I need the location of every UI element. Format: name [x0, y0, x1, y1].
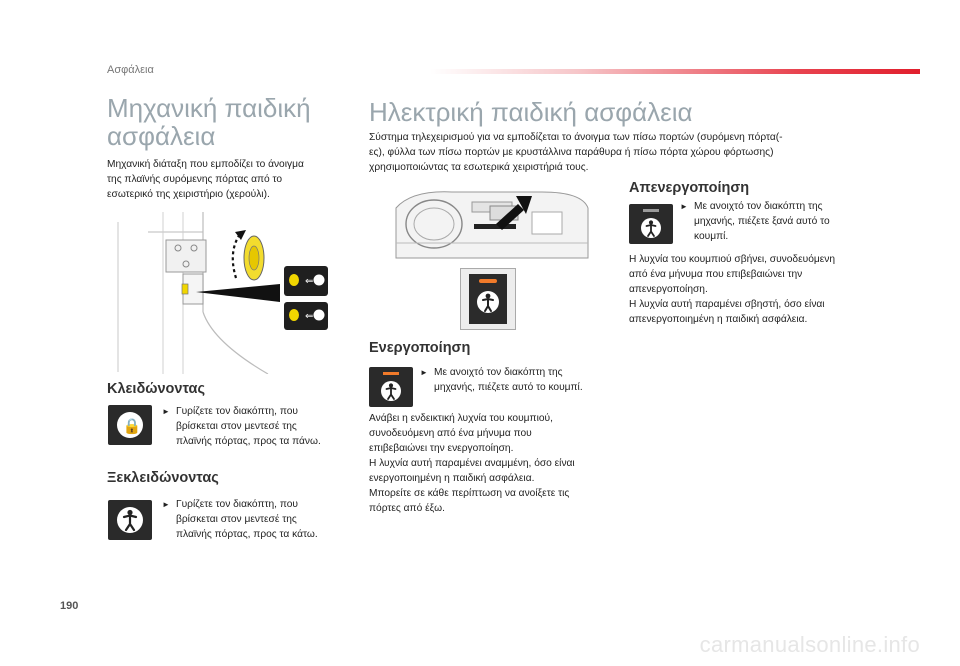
bullet-arrow-icon: ► [162, 500, 170, 509]
deactivate-instruction: ► Με ανοιχτό τον διακόπτη της μηχανής, πιέζετε ξανά αυτό το κουμπί. [680, 201, 830, 242]
led-on-icon [383, 372, 399, 375]
lock-heading: Κλειδώνοντας [107, 381, 205, 397]
mechanical-lock-intro: Μηχανική διάταξη που εμποδίζει το άνοιγμα της πλαϊνής συρόμενης πόρτας από το εσωτερικό της χειριστήριο (χερούλι). [107, 159, 304, 200]
electric-lock-title: Ηλεκτρική παιδική ασφάλεια [369, 97, 693, 127]
electric-lock-intro: Σύστημα τηλεχειρισμού για να εμποδίζεται το άνοιγμα των πίσω πορτών (συρόμενη πόρτα(- ες), φύλλα των πίσω πορτών με κρυστάλλινα παράθυρα ή πίσω πόρτα χώρου φόρτωσης) χρησιμοποιώντας τα εσωτερικά χειριστήριά τους. [369, 132, 783, 173]
deactivate-heading: Απενεργοποίηση [629, 180, 750, 196]
dashboard-illustration [392, 188, 592, 262]
child-lock-locked-icon [108, 405, 152, 445]
button-face [469, 274, 507, 324]
child-unlocked-icon [108, 500, 152, 540]
watermark: carmanualsonline.info [699, 632, 920, 657]
electric-lock-button-active-icon [369, 367, 413, 407]
door-hinge-illustration [108, 212, 338, 374]
bullet-arrow-icon: ► [162, 407, 170, 416]
header-accent-bar [430, 69, 920, 74]
svg-text:🔒: 🔒 [122, 417, 142, 435]
svg-text:⇐: ⇐ [305, 311, 314, 322]
bullet-arrow-icon: ► [680, 202, 688, 211]
activate-heading: Ενεργοποίηση [369, 340, 471, 356]
activate-description: Ανάβει η ενδεικτική λυχνία του κουμπιού, συνοδευόμενη από ένα μήνυμα που επιβεβαιώνει την ενεργοποίηση. Η λυχνία αυτή παραμένει αναμμένη, όσο είναι ενεργοποιημένη η παιδική ασφάλεια. Μπορείτε σε κάθε περίπτωση να ανοίξετε τις πόρτες από έξω. [369, 413, 575, 514]
unlock-heading: Ξεκλειδώνοντας [107, 470, 219, 486]
section-label: Ασφάλεια [107, 64, 154, 76]
electric-lock-button-inactive-icon [629, 204, 673, 244]
child-lock-symbol-icon [475, 288, 501, 318]
page-number: 190 [60, 600, 79, 612]
deactivate-description: Η λυχνία του κουμπιού σβήνει, συνοδευόμενη από ένα μήνυμα που επιβεβαιώνει την απενεργοποίηση. Η λυχνία αυτή παραμένει σβηστή, όσο είναι απενεργοποιημένη η παιδική ασφάλεια. [629, 254, 836, 325]
unlock-instruction: ► Γυρίζετε τον διακόπτη, που βρίσκεται στον μεντεσέ της πλαϊνής πόρτας, προς τα κάτω. [162, 499, 318, 540]
led-indicator-on [479, 279, 497, 283]
electric-lock-button-illustration [460, 268, 516, 330]
activate-instruction: ► Με ανοιχτό τον διακόπτη της μηχανής, πιέζετε αυτό το κουμπί. [420, 367, 583, 393]
bullet-arrow-icon: ► [420, 368, 428, 377]
lock-instruction: ► Γυρίζετε τον διακόπτη, που βρίσκεται στον μεντεσέ της πλαϊνής πόρτας, προς τα πάνω. [162, 406, 321, 447]
mechanical-lock-title: Μηχανική παιδική ασφάλεια [107, 93, 311, 151]
svg-text:⇐: ⇐ [305, 276, 314, 287]
led-off-icon [643, 209, 659, 212]
